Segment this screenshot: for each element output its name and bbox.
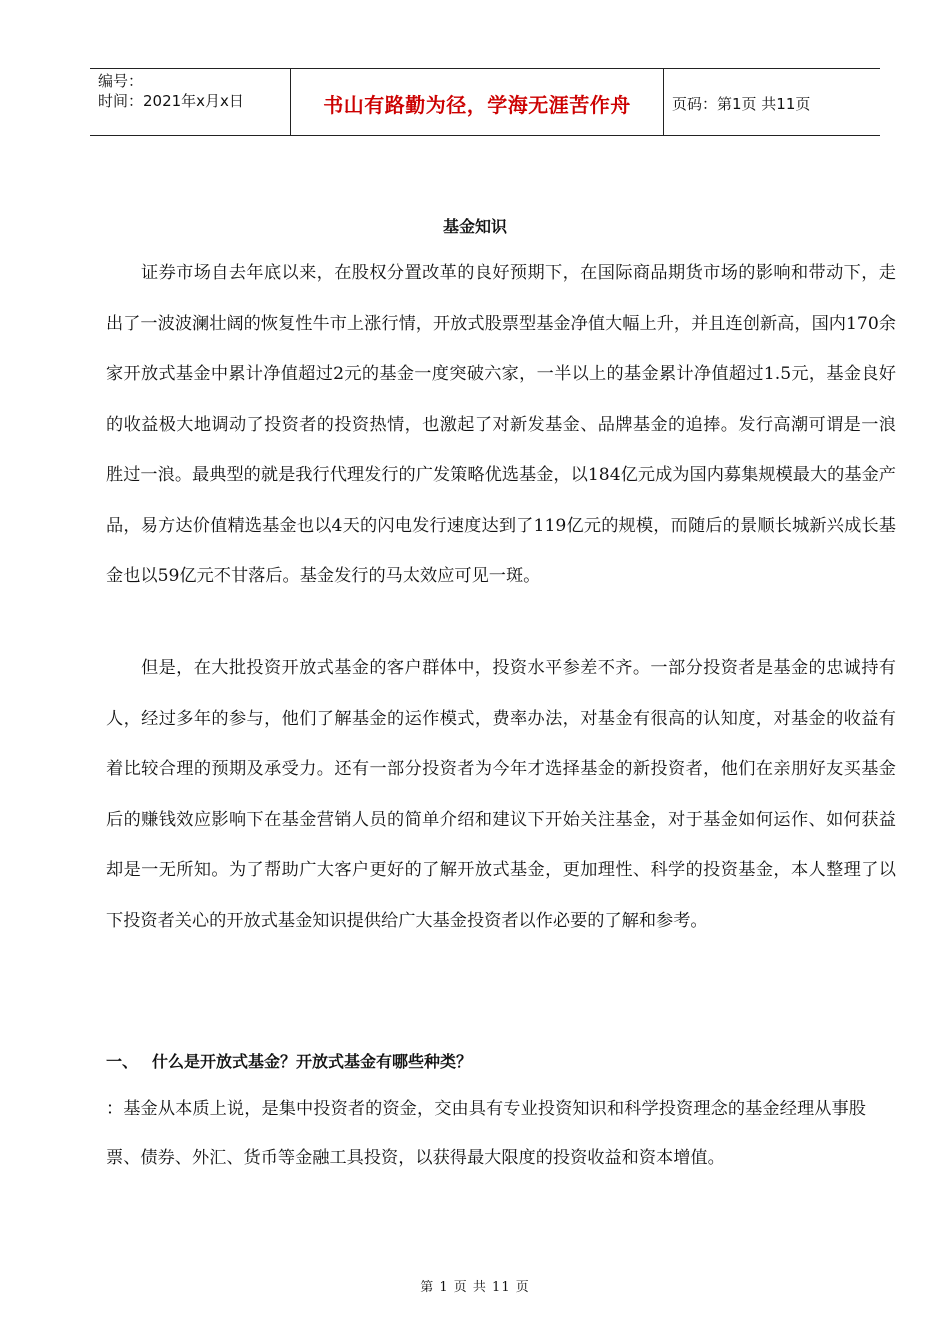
document-title: 基金知识 [442, 217, 507, 236]
section-heading [106, 1049, 472, 1072]
header-meta [98, 71, 288, 111]
paragraph-intro: 证券市场自去年底以来，在股权分置改革的良好预期下，在国际商品期货市场的影响和带动下，走出了一波波澜壮阔的恢复性牛市上涨行情，开放式股票型基金净值大幅上升，并且连创新高，国内170余家开放式基金中累计净值超过2元的基金一度突破六家，一半以上的基金累计净值超过1.5元，基金良好的收益极大地调动了投资者的投资热情，也激起了对新发基金、品牌基金的追捧。发行高潮可谓是一浪胜过一浪。最典型的就是我行代理发行的广发策略优选基金，以184亿元成为国内募集规模最大的基金产品，易方达价值精选基金也以4天的闪电发行速度达到了119亿元的规模，而随后的景顺长城新兴成长基金也以59亿元不甘落后。基金发行的马太效应可见一斑。 [106, 263, 896, 586]
page-header [90, 68, 880, 136]
page-footer: 第 1 页 共 11 页 [420, 1280, 530, 1295]
header-divider [663, 69, 664, 136]
header-motto: 书山有路勤为径，学海无涯苦作舟 [323, 93, 631, 117]
header-page-info: 页码：第1页 共11页 [672, 95, 811, 113]
section-number: 一、 [106, 1052, 139, 1071]
header-code-label: 编号： [98, 72, 144, 90]
paragraph-definition: ：基金从本质上说，是集中投资者的资金，交由具有专业投资知识和科学投资理念的基金经理从事股票、债券、外汇、货币等金融工具投资，以获得最大限度的投资收益和资本增值。 [106, 1099, 866, 1168]
header-time-label: 时间：2021年x月x日 [98, 92, 244, 110]
section-heading-text: 什么是开放式基金？开放式基金有哪些种类？ [152, 1052, 473, 1071]
paragraph-investors: 但是，在大批投资开放式基金的客户群体中，投资水平参差不齐。一部分投资者是基金的忠诚持有人，经过多年的参与，他们了解基金的运作模式，费率办法，对基金有很高的认知度，对基金的收益有着比较合理的预期及承受力。还有一部分投资者为今年才选择基金的新投资者，他们在亲朋好友买基金后的赚钱效应影响下在基金营销人员的简单介绍和建议下开始关注基金，对于基金如何运作、如何获益却是一无所知。为了帮助广大客户更好的了解开放式基金，更加理性、科学的投资基金，本人整理了以下投资者关心的开放式基金知识提供给广大基金投资者以作必要的了解和参考。 [106, 658, 896, 931]
